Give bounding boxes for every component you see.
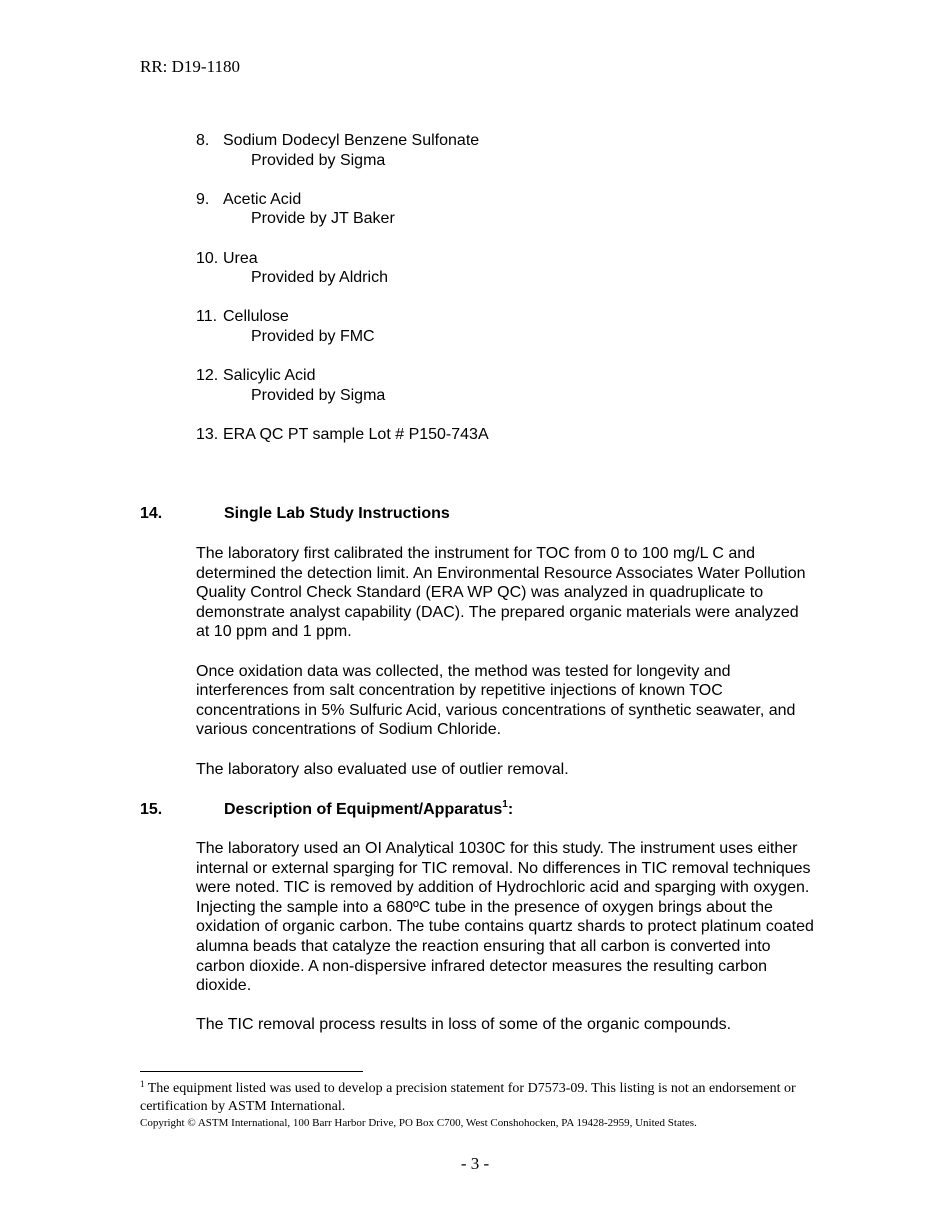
page-number: - 3 - [460,1154,490,1173]
section-number: 15. [140,801,163,818]
material-provider: Provided by FMC [251,327,375,345]
item-number: 8. [196,132,210,149]
section-title: Single Lab Study Instructions [224,505,450,522]
list-item [196,425,816,445]
footnote-marker: 1 [140,1079,145,1089]
item-number: 13. [196,425,219,443]
list-item [196,307,816,346]
paragraph: The laboratory also evaluated use of outlier removal. [196,760,569,778]
footnote [140,1080,800,1116]
material-provider: Provide by JT Baker [251,210,395,228]
material-name: Acetic Acid [223,190,302,208]
copyright-notice: Copyright © ASTM International, 100 Barr Harbor Drive, PO Box C700, West Conshohocken, PA 19428-2959, United States. [140,1117,697,1129]
paragraph: Once oxidation data was collected, the method was tested for longevity and interferences from salt concentration by repetitive injections of known TOC concentrations in 5% Sulfuric Acid, various concentrations of synthetic seawater, and various concentrations of Sodium Chloride. [196,662,796,739]
material-name: Sodium Dodecyl Benzene Sulfonate [223,132,480,149]
list-item [196,190,816,229]
material-name: Urea [223,249,258,267]
item-number: 11. [196,308,218,326]
footnote-divider [140,1071,363,1072]
item-number: 10. [196,249,219,267]
list-item [196,366,816,405]
material-provider: Provided by Sigma [251,386,386,404]
list-item [196,249,816,288]
material-name: ERA QC PT sample Lot # P150-743A [223,425,489,443]
materials-list [196,131,816,464]
item-number: 12. [196,367,219,385]
section-15-body [196,839,816,1055]
paragraph: The laboratory first calibrated the instrument for TOC from 0 to 100 mg/L C and determined the detection limit. An Environmental Resource Associates Water Pollution Quality Control Check Standard (ERA WP QC) was analyzed in quadruplicate to demonstrate analyst capability (DAC). The prepared organic materials were analyzed at 10 ppm and 1 ppm. [196,545,806,641]
list-item [196,131,816,170]
material-name: Cellulose [223,308,289,326]
section-14-heading [140,504,450,524]
material-provider: Provided by Sigma [251,151,386,169]
item-number: 9. [196,190,210,208]
report-id-header: RR: D19-1180 [140,57,240,76]
paragraph: The TIC removal process results in loss of some of the organic compounds. [196,1016,732,1034]
material-name: Salicylic Acid [223,367,316,385]
footnote-reference[interactable]: 1 [502,799,508,810]
section-title: Description of Equipment/Apparatus [224,801,503,818]
section-number: 14. [140,505,163,522]
section-title-suffix: : [507,801,514,818]
section-15-heading [140,800,513,820]
footnote-text: The equipment listed was used to develop a precision statement for D7573-09. This listing is not an endorsement or certification by ASTM International. [140,1081,796,1114]
paragraph: The laboratory used an OI Analytical 1030C for this study. The instrument uses either internal or external sparging for TIC removal. No differences in TIC removal techniques were noted. TIC is removed by addition of Hydrochloric acid and sparging with oxygen. Injecting the sample into a 680ºC tube in the presence of oxygen brings about the oxidation of organic carbon. The tube contains quartz shards to protect platinum coated alumna beads that catalyze the reaction ensuring that all carbon is converted into carbon dioxide. A non-dispersive infrared detector measures the resulting carbon dioxide. [196,840,814,995]
material-provider: Provided by Aldrich [251,269,388,287]
section-14-body [196,544,816,799]
